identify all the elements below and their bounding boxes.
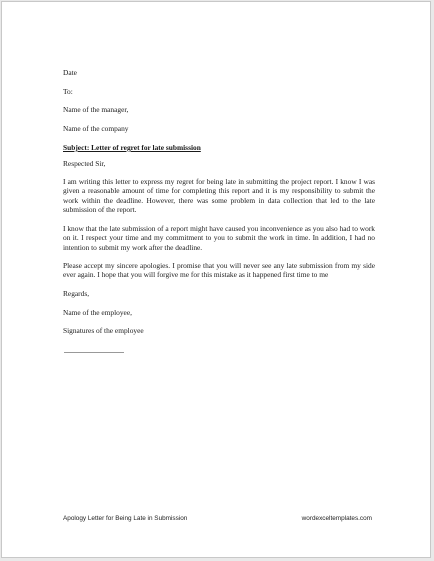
employee-name-line: Name of the employee, [63, 308, 132, 317]
footer-document-title: Apology Letter for Being Late in Submission [63, 515, 188, 522]
document-page [1, 1, 431, 558]
body-paragraph-3: Please accept my sincere apologies. I promise that you will never see any late submission from my side ever again. I hope that you will forgive me for this mistake as it happened first time to me [63, 261, 375, 280]
company-name-line: Name of the company [63, 124, 129, 133]
subject-line: Subject: Letter of regret for late submission [63, 143, 201, 152]
signature-rule [64, 352, 124, 353]
body-paragraph-2: I know that the late submission of a report might have caused you inconvenience as you also had to work on it. I respect your time and my commitment to you to submit the work in time. In addition, I had no intention to submit my work after the deadline. [63, 224, 375, 252]
signature-line-label: Signatures of the employee [63, 326, 144, 335]
to-line: To: [63, 87, 73, 96]
footer-website: wordexceltemplates.com [301, 515, 372, 522]
body-paragraph-1: I am writing this letter to express my regret for being late in submitting the project report. I know I was given a reasonable amount of time for completing this report and it is my responsibility to submit the work within the deadline. However, there was some problem in data collection that led to the late submission of the report. [63, 177, 375, 215]
salutation: Respected Sir, [63, 159, 106, 168]
date-line: Date [63, 68, 77, 77]
closing: Regards, [63, 289, 90, 298]
manager-name-line: Name of the manager, [63, 105, 129, 114]
